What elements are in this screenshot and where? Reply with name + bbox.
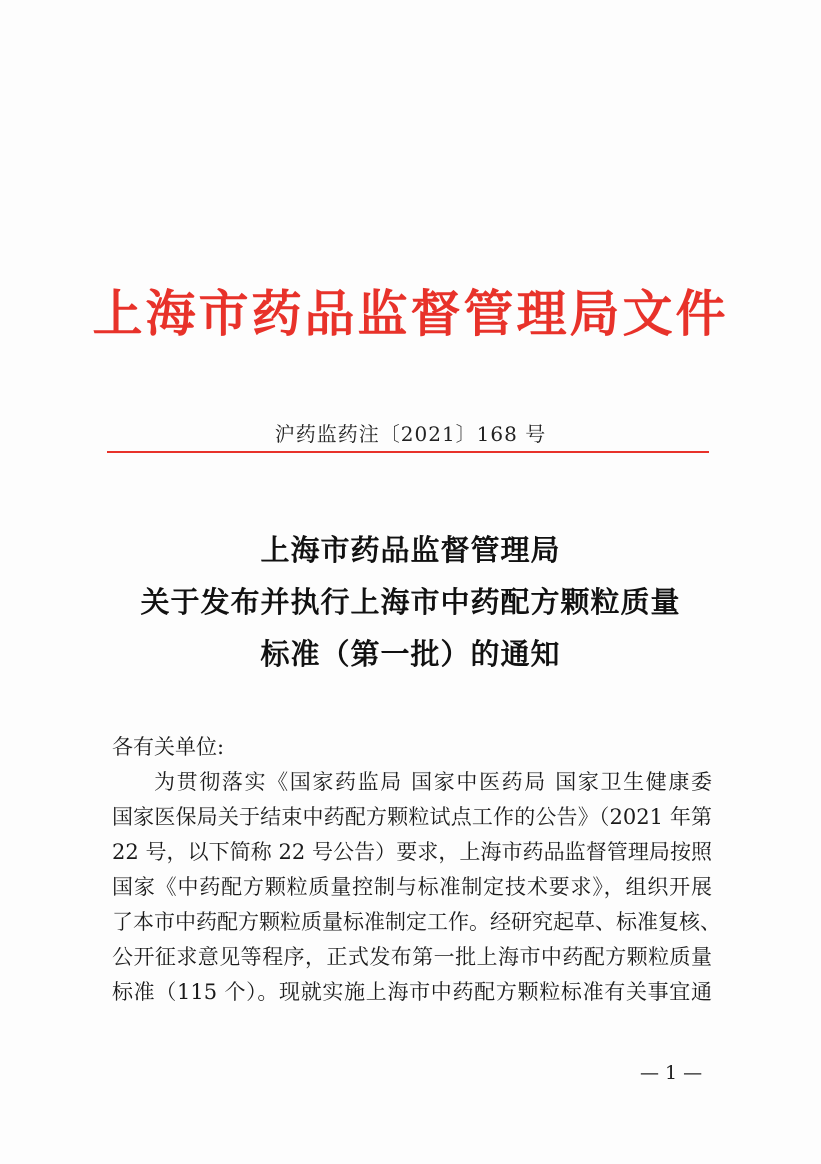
notice-title-line-1: 上海市药品监督管理局 <box>260 533 561 567</box>
red-divider-line <box>107 451 709 453</box>
issuer-header-title: 上海市药品监督管理局文件 <box>92 284 729 343</box>
notice-title-line-3: 标准（第一批）的通知 <box>260 637 561 671</box>
body-line-7: 标准（115 个）。现就实施上海市中药配方颗粒标准有关事宜通 <box>112 980 712 1004</box>
body-line-4: 国家《中药配方颗粒质量控制与标准制定技术要求》，组织开展 <box>112 875 712 899</box>
body-line-2: 国家医保局关于结束中药配方颗粒试点工作的公告》（2021 年第 <box>112 805 712 829</box>
document-number: 沪药监药注〔2021〕168 号 <box>274 422 547 446</box>
body-line-5: 了本市中药配方颗粒质量标准制定工作。经研究起草、标准复核、 <box>112 910 721 934</box>
notice-title-line-2: 关于发布并执行上海市中药配方颗粒质量 <box>140 585 681 619</box>
body-line-1: 为贯彻落实《国家药监局 国家中医药局 国家卫生健康委 <box>154 770 712 794</box>
notice-body <box>112 730 721 1010</box>
page-number: — 1 — <box>640 1062 703 1084</box>
salutation: 各有关单位: <box>112 735 225 759</box>
notice-title <box>0 524 821 680</box>
body-line-6: 公开征求意见等程序，正式发布第一批上海市中药配方颗粒质量 <box>112 945 712 969</box>
body-line-3: 22 号，以下简称 22 号公告）要求，上海市药品监督管理局按照 <box>112 840 712 864</box>
